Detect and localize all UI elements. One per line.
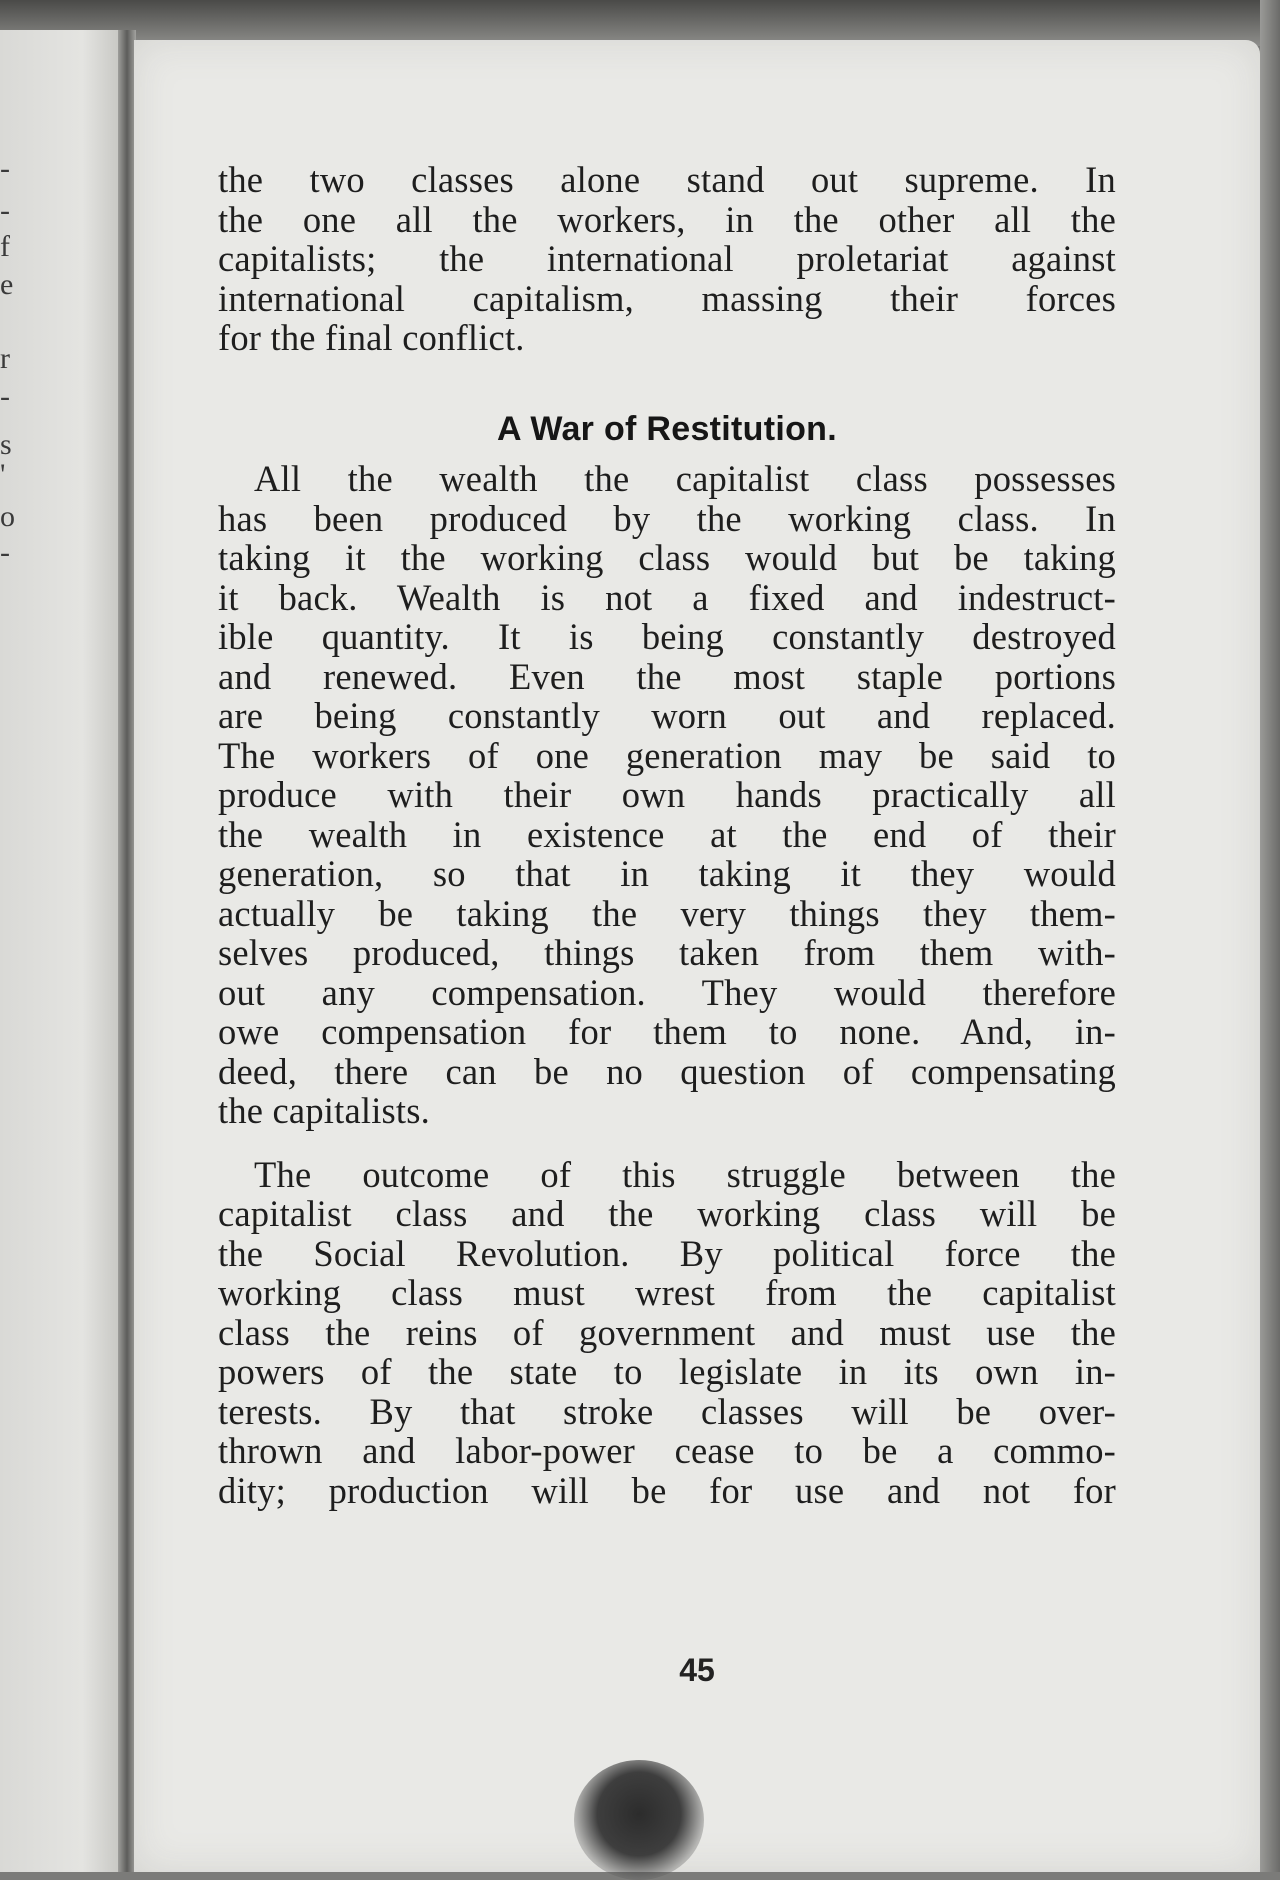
body-line: owe compensation for them to none. And, in- xyxy=(218,1011,1116,1052)
facing-page-edge xyxy=(0,30,118,1872)
body-line: and renewed. Even the most staple portions xyxy=(218,655,1116,697)
facing-page-fragment: s xyxy=(0,428,12,461)
scan-right-edge xyxy=(1260,0,1280,1872)
facing-page-fragment: r xyxy=(0,342,10,375)
paragraph-gap xyxy=(218,1131,1116,1155)
facing-page-fragment: - xyxy=(0,152,10,185)
body-line: terests. By that stroke classes will be over- xyxy=(218,1390,1116,1432)
body-line: produce with their own hands practically all xyxy=(218,774,1116,815)
body-line: All the wealth the capitalist class possesses xyxy=(254,458,1116,499)
facing-page-fragment: - xyxy=(0,380,10,413)
body-line: generation, so that in taking it they would xyxy=(218,853,1116,894)
body-line: international capitalism, massing their forces xyxy=(218,277,1116,319)
body-line: the capitalists. xyxy=(218,1090,431,1131)
facing-page-fragment: - xyxy=(0,194,10,227)
body-line: the one all the workers, in the other all the xyxy=(218,198,1116,240)
body-line: it back. Wealth is not a fixed and indestruct- xyxy=(218,576,1116,618)
body-line: working class must wrest from the capitalist xyxy=(218,1272,1116,1313)
thumb-smudge xyxy=(574,1760,704,1880)
facing-page-fragment: o xyxy=(0,500,15,533)
body-line: actually be taking the very things they them- xyxy=(218,892,1116,934)
body-line: dity; production will be for use and not for xyxy=(218,1469,1116,1511)
section-heading: A War of Restitution. xyxy=(497,409,837,448)
facing-page-fragment: f xyxy=(0,230,10,263)
body-line: ible quantity. It is being constantly destroyed xyxy=(218,616,1116,657)
facing-page-fragment: ' xyxy=(0,458,6,491)
body-line: out any compensation. They would therefore xyxy=(218,971,1116,1013)
body-line: taking it the working class would but be taking xyxy=(218,537,1116,578)
facing-page-fragment: - xyxy=(0,536,10,569)
body-line: the wealth in existence at the end of their xyxy=(218,813,1116,855)
body-line: for the final conflict. xyxy=(218,317,525,358)
body-line: the two classes alone stand out supreme. In xyxy=(218,159,1116,200)
body-line: powers of the state to legislate in its own in- xyxy=(218,1351,1116,1392)
body-line: selves produced, things taken from them with- xyxy=(218,932,1116,973)
body-line: has been produced by the working class. In xyxy=(218,497,1116,539)
page-body xyxy=(218,160,1116,1510)
book-page xyxy=(134,40,1260,1872)
body-line: capitalists; the international proletariat against xyxy=(218,238,1116,279)
body-line: deed, there can be no question of compensating xyxy=(218,1050,1116,1092)
body-line: are being constantly worn out and replaced. xyxy=(218,695,1116,736)
facing-page-fragment: e xyxy=(0,268,14,301)
body-line: The outcome of this struggle between the xyxy=(254,1153,1116,1195)
body-line: class the reins of government and must use the xyxy=(218,1311,1116,1353)
page-number: 45 xyxy=(679,1652,715,1688)
body-line: thrown and labor-power cease to be a commo- xyxy=(218,1430,1116,1471)
body-line: the Social Revolution. By political force the xyxy=(218,1232,1116,1274)
body-line: The workers of one generation may be said to xyxy=(218,734,1116,776)
body-line: capitalist class and the working class will be xyxy=(218,1193,1116,1234)
